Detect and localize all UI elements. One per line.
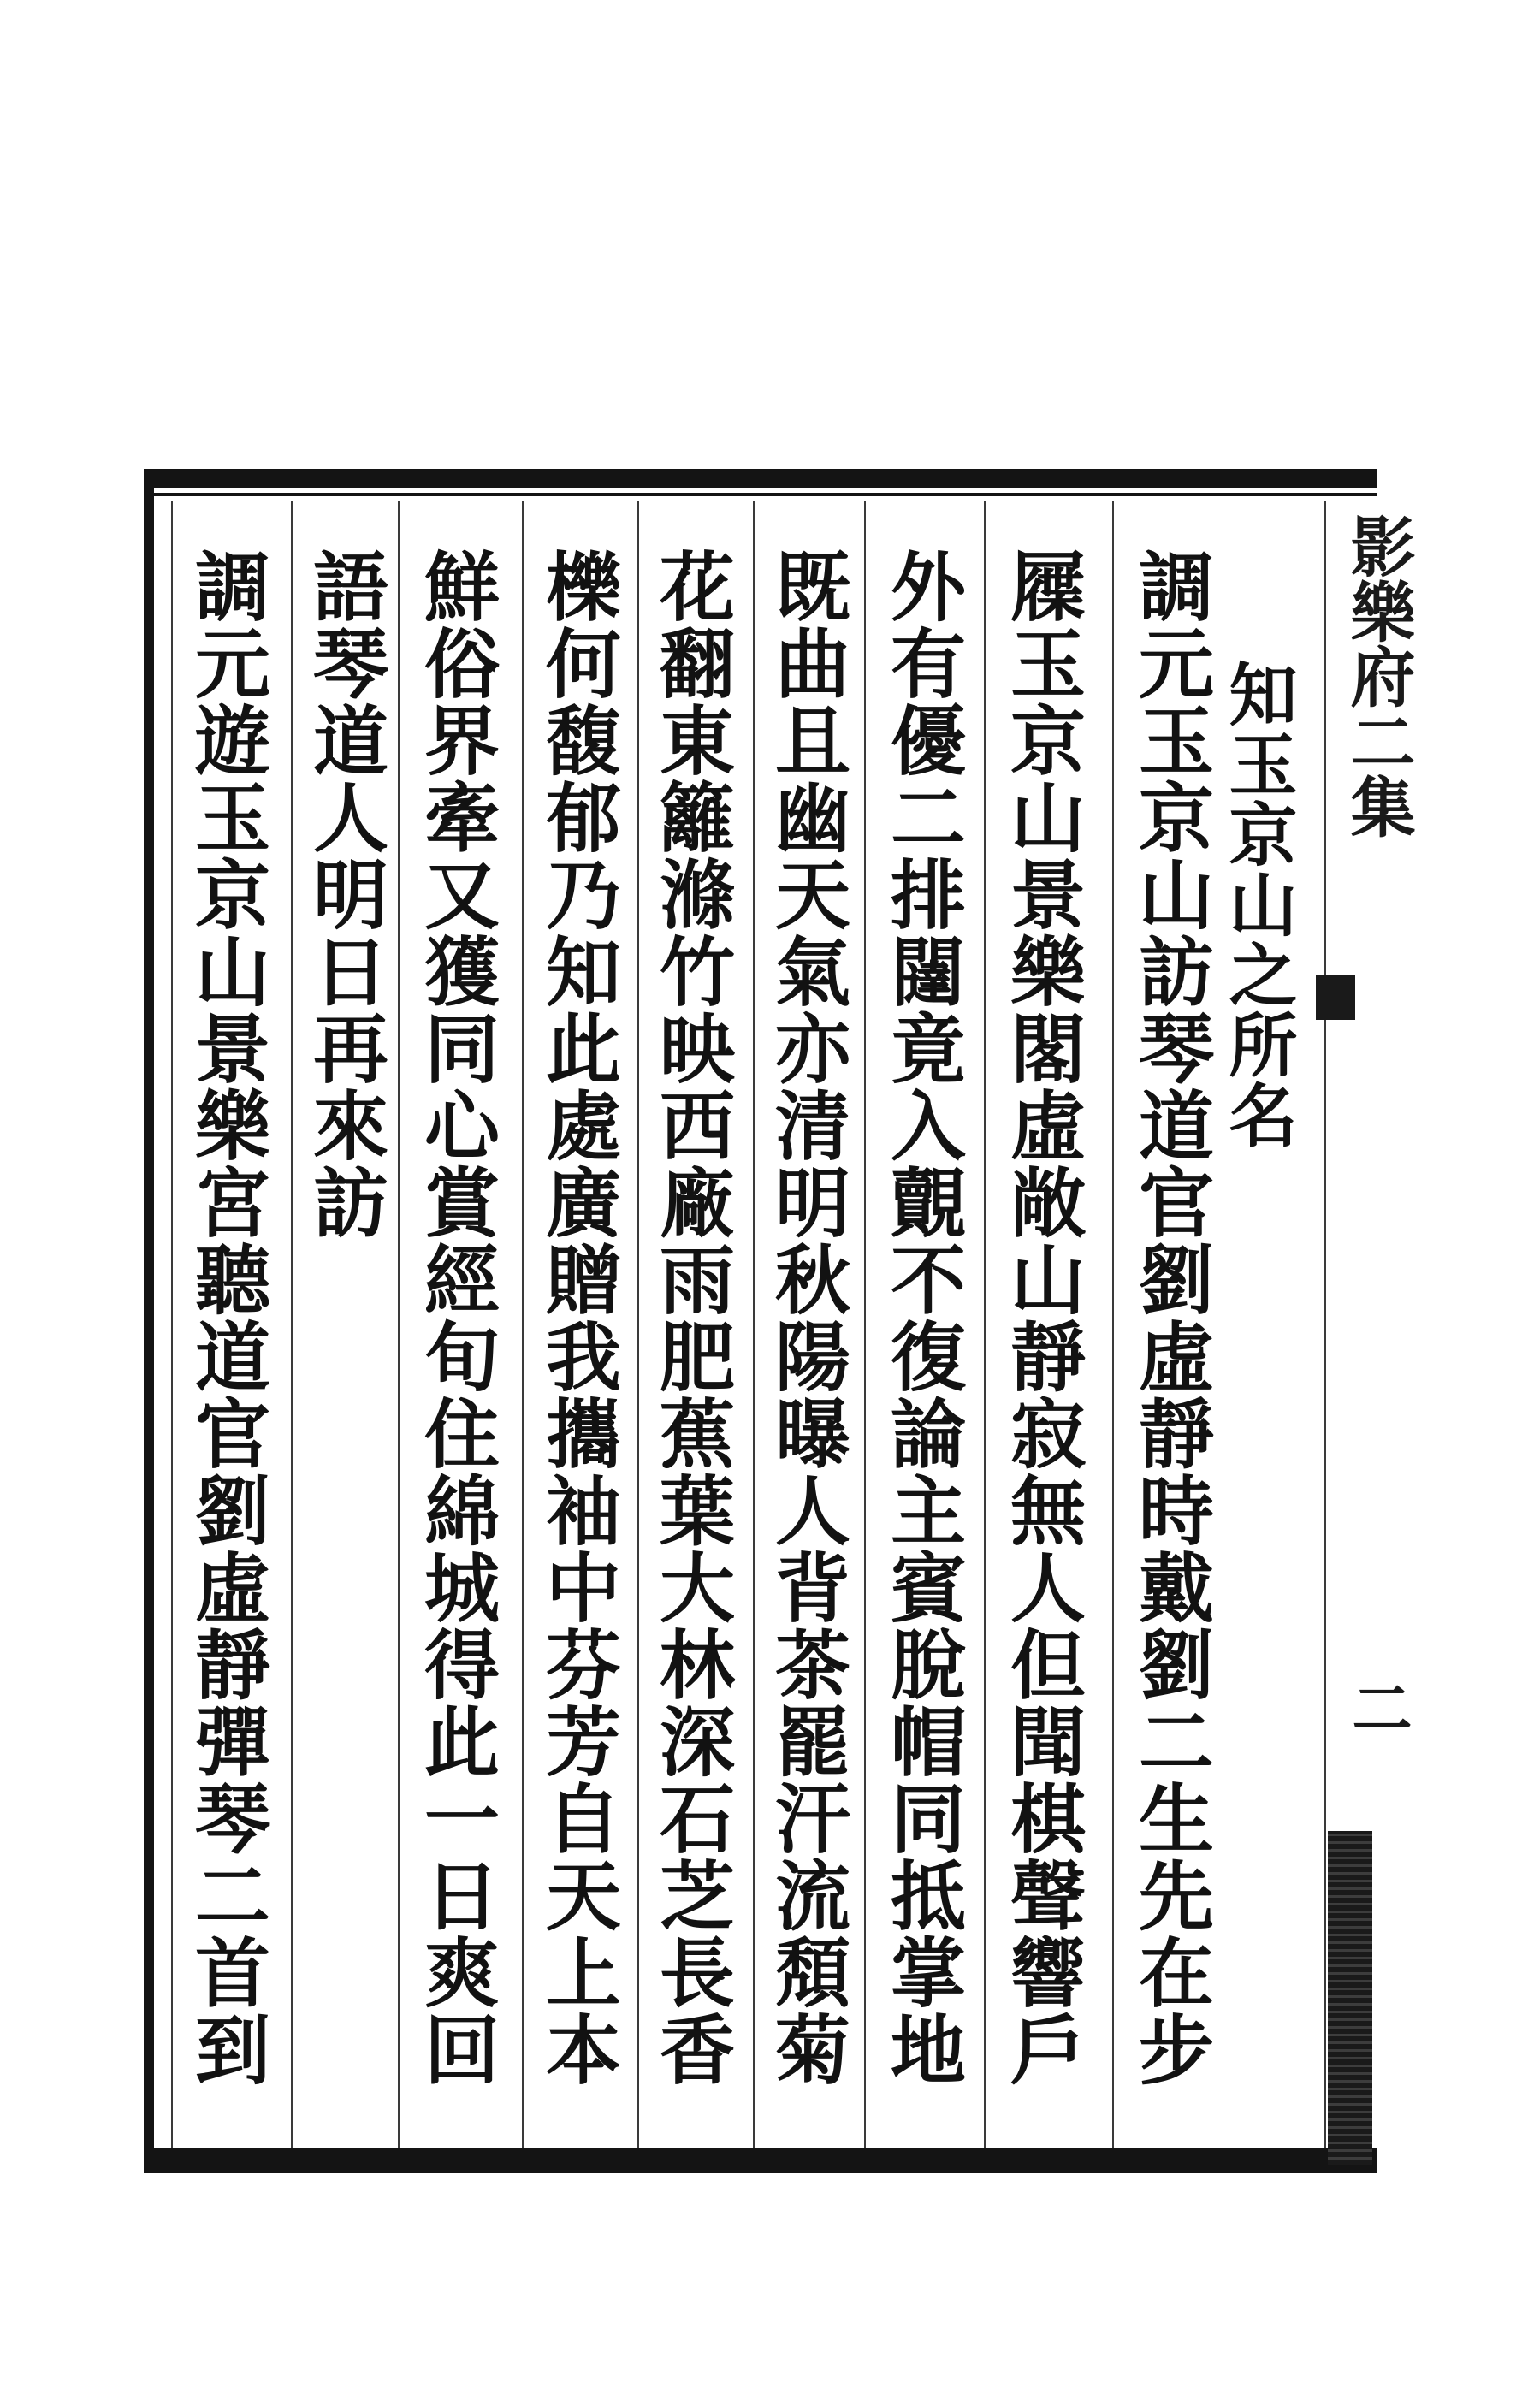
text-column: 語琴道人明日再來訪 — [301, 548, 390, 1241]
text-column: 外有優二排闥竟入覿不復論主賓脫帽同抵掌地 — [879, 548, 968, 2088]
column-rule — [753, 501, 755, 2148]
text-column: 調元遊玉京山景樂宮聽道官劉虛靜彈琴二首到 — [183, 548, 272, 2088]
column-rule — [291, 501, 293, 2148]
text-column: 既曲且幽天氣亦清明秋陽曝人背茶罷汗流頽菊 — [763, 548, 852, 2088]
frame-top-border — [144, 469, 1377, 488]
block-edge-mark — [1328, 1831, 1372, 2165]
column-rule — [984, 501, 986, 2148]
text-column: 鮮俗界牽又獲同心賞經旬住綿城得此一日爽回 — [412, 548, 501, 2088]
frame-bottom-border — [144, 2148, 1377, 2173]
text-column: 櫟何馥郁乃知此處廣贈我攜袖中芬芳自天上本 — [534, 548, 623, 2088]
column-rule — [171, 501, 173, 2148]
text-column: 花翻東籬滌竹映西廠雨肥蕉葉大林深石芝長香 — [648, 548, 737, 2088]
column-rule — [1324, 501, 1326, 2148]
text-column: 屧玉京山景樂閣虛敞山靜寂無人但聞棋聲響戶 — [998, 548, 1087, 2088]
column-rule — [522, 501, 524, 2148]
text-column-title: 知玉京山之所名 — [1217, 659, 1298, 1150]
margin-banner: 影樂府二集 — [1340, 513, 1416, 838]
page-number: 二 — [1342, 1677, 1413, 1737]
column-rule — [637, 501, 639, 2148]
block-edge-mark — [1316, 975, 1355, 1020]
column-rule — [864, 501, 866, 2148]
frame-left-border — [144, 469, 154, 2173]
column-rule — [398, 501, 400, 2148]
text-column: 調元玉京山訪琴道官劉虛靜時戴劉二生先在步 — [1127, 548, 1216, 2088]
column-rule — [1112, 501, 1114, 2148]
